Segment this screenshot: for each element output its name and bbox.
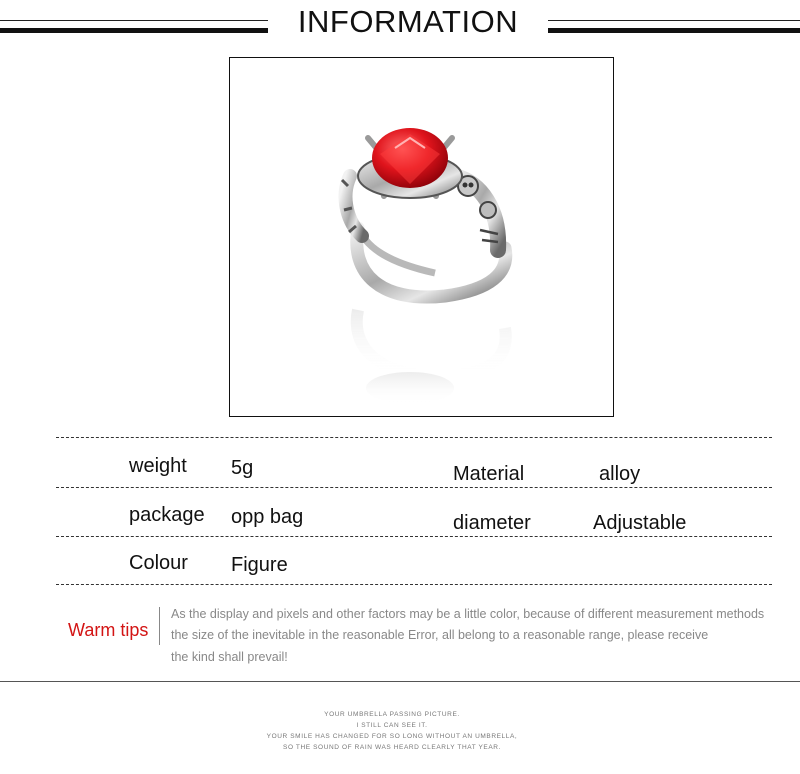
material-value: alloy [599, 463, 641, 485]
material-label: Material [453, 463, 525, 485]
colour-label: Colour [129, 552, 188, 574]
footer-line: I STILL CAN SEE IT. [356, 722, 428, 729]
divider [56, 437, 772, 438]
diameter-label: diameter [453, 512, 531, 534]
warm-tips-label: Warm tips [68, 620, 149, 640]
product-photo [229, 57, 614, 417]
colour-value: Figure [231, 554, 288, 576]
footer-line: YOUR SMILE HAS CHANGED FOR SO LONG WITHOUT AN UMBRELLA, [266, 733, 518, 740]
weight-value: 5g [231, 457, 254, 479]
divider [56, 536, 772, 537]
warm-tip-line: As the display and pixels and other factors may be a little color, because of different measurement methods [171, 607, 765, 621]
divider [56, 584, 772, 585]
page-title: INFORMATION [297, 4, 519, 39]
package-value: opp bag [231, 506, 304, 528]
ring-illustration [230, 58, 612, 415]
footer-rule [0, 681, 800, 682]
weight-label: weight [129, 455, 187, 477]
diameter-value: Adjustable [593, 512, 687, 534]
footer-line: SO THE SOUND OF RAIN WAS HEARD CLEARLY THAT YEAR. [283, 744, 501, 751]
divider [56, 487, 772, 488]
footer-line: YOUR UMBRELLA PASSING PICTURE. [324, 711, 460, 718]
warm-tips-separator [159, 607, 160, 645]
warm-tip-line: the kind shall prevail! [171, 650, 288, 664]
package-label: package [129, 504, 205, 526]
warm-tip-line: the size of the inevitable in the reasonable Error, all belong to a reasonable range, please receive [171, 628, 709, 642]
